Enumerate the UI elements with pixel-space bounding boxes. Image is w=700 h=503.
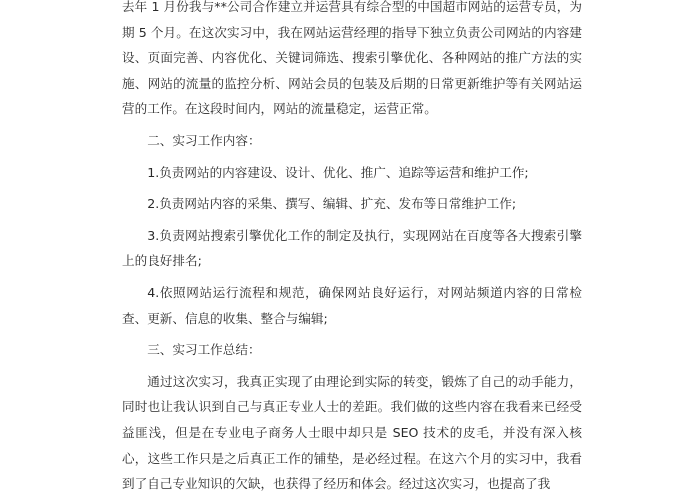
intro-paragraph: 去年 1 月份我与**公司合作建立并运营具有综合型的中国超市网站的运营专员，为期 5 个月。在这次实习中，我在网站运营经理的指导下独立负责公司网站的内容建设、页面完善、内容优化、关键词筛选、搜索引擎优化、各种网站的推广方法的实施、网站的流量的监控分析、网站会员的包装及后期的日常更新维护等有关网站运营的工作。在这段时间内，网站的流量稳定，运营正常。 xyxy=(122,0,582,117)
section-heading-work-content: 二、实习工作内容： xyxy=(147,132,261,148)
work-item-1: 1.负责网站的内容建设、设计、优化、推广、追踪等运营和维护工作; xyxy=(147,164,529,180)
work-item-4: 4.依照网站运行流程和规范，确保网站良好运行，对网站频道内容的日常检查、更新、信息的收集、整合与编辑; xyxy=(122,284,582,326)
work-item-3: 3.负责网站搜索引擎优化工作的制定及执行，实现网站在百度等各大搜索引擎上的良好排名; xyxy=(122,227,582,269)
document-body xyxy=(122,0,582,503)
section-heading-summary: 三、实习工作总结： xyxy=(147,342,261,358)
summary-paragraph: 通过这次实习，我真正实现了由理论到实际的转变，锻炼了自己的动手能力，同时也让我认识到自己与真正专业人士的差距。我们做的这些内容在我看来已经受益匪浅，但是在专业电子商务人士眼中却只是 SEO 技术的皮毛，并没有深入核心，这些工作只是之后真正工作的铺垫，是必经过程。在这六个月的实习中，我看到了自己专业知识的欠缺，也获得了经历和体会。经过这次实习，也提高了我 xyxy=(122,373,582,492)
work-item-2: 2.负责网站内容的采集、撰写、编辑、扩充、发布等日常维护工作; xyxy=(147,196,517,212)
